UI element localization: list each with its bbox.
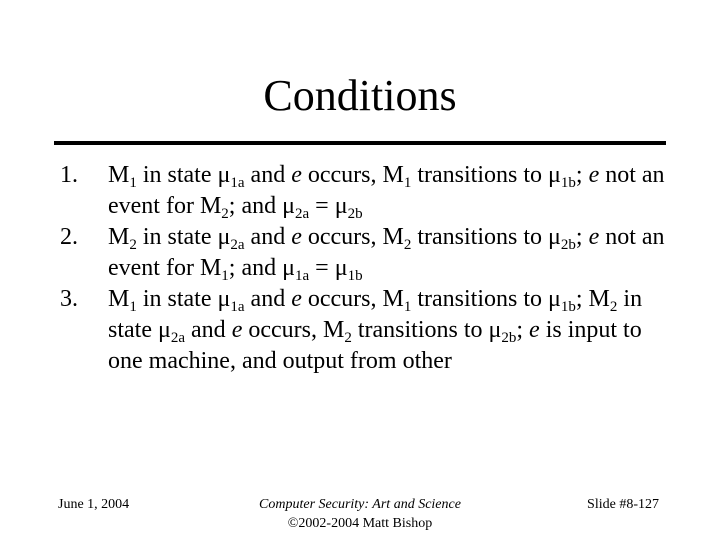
text-fragment: and <box>244 224 292 250</box>
text-fragment: ; <box>516 317 530 343</box>
text-fragment: transitions to <box>411 224 549 250</box>
subscript: 1 <box>403 175 412 191</box>
mu-symbol: μ <box>157 317 171 343</box>
condition-text <box>108 286 642 374</box>
subscript: 2 <box>129 237 137 253</box>
subscript: 1a <box>230 299 245 315</box>
subscript: 2 <box>403 237 412 253</box>
mu-symbol: μ <box>548 224 561 250</box>
footer-copyright: ©2002-2004 Matt Bishop <box>287 516 433 531</box>
subscript: 1 <box>403 299 412 315</box>
text-fragment: occurs, M <box>301 224 404 250</box>
event-variable: e <box>588 224 600 250</box>
mu-symbol: μ <box>548 286 561 312</box>
condition-number: 2. <box>60 224 78 250</box>
condition-item-2 <box>60 222 680 284</box>
text-fragment: M <box>108 286 130 312</box>
subscript: 2 <box>221 206 229 222</box>
subscript: 2b <box>560 237 576 253</box>
text-fragment: and <box>244 162 292 188</box>
event-variable: e <box>529 317 540 343</box>
text-fragment: ; <box>575 224 589 250</box>
event-variable: e <box>291 162 302 188</box>
title-divider <box>54 141 666 145</box>
text-fragment: not an event for M <box>108 162 665 219</box>
text-fragment: occurs, M <box>301 286 404 312</box>
text-fragment: M <box>108 162 130 188</box>
subscript: 1 <box>221 268 229 284</box>
event-variable: e <box>231 317 243 343</box>
text-fragment: transitions to <box>411 286 549 312</box>
condition-number: 1. <box>60 162 78 188</box>
text-fragment: = <box>309 255 335 281</box>
mu-symbol: μ <box>334 193 348 219</box>
text-fragment: in state <box>108 286 643 343</box>
text-fragment: M <box>108 224 130 250</box>
text-fragment: ; and <box>228 193 283 219</box>
subscript: 1a <box>230 175 245 191</box>
subscript: 1b <box>347 268 363 284</box>
text-fragment: and <box>185 317 232 343</box>
text-fragment: transitions to <box>351 317 489 343</box>
subscript: 2b <box>501 330 517 346</box>
text-fragment: not an event for M <box>108 224 665 281</box>
text-fragment: is input to one machine, and output from other <box>108 317 642 374</box>
slide-title: Conditions <box>263 71 457 120</box>
subscript: 1b <box>560 175 576 191</box>
condition-number: 3. <box>60 286 78 312</box>
condition-item-1 <box>60 160 680 222</box>
conditions-list <box>60 160 680 377</box>
text-fragment: ; and <box>228 255 283 281</box>
condition-text <box>108 224 665 284</box>
mu-symbol: μ <box>217 286 231 312</box>
mu-symbol: μ <box>282 193 295 219</box>
event-variable: e <box>291 286 302 312</box>
subscript: 2a <box>230 237 245 253</box>
mu-symbol: μ <box>334 255 348 281</box>
text-fragment: in state <box>136 224 218 250</box>
footer-slide-number: Slide #8-127 <box>587 497 659 512</box>
condition-text <box>108 162 665 222</box>
text-fragment: occurs, M <box>301 162 404 188</box>
event-variable: e <box>291 224 302 250</box>
condition-item-3 <box>60 284 680 377</box>
subscript: 2 <box>344 330 352 346</box>
subscript: 2a <box>295 206 310 222</box>
mu-symbol: μ <box>217 224 231 250</box>
text-fragment: ; <box>575 162 589 188</box>
text-fragment: ; M <box>575 286 610 312</box>
footer-date: June 1, 2004 <box>58 497 130 512</box>
mu-symbol: μ <box>548 162 561 188</box>
mu-symbol: μ <box>488 317 502 343</box>
subscript: 2 <box>609 299 618 315</box>
subscript: 2a <box>170 330 186 346</box>
mu-symbol: μ <box>217 162 231 188</box>
text-fragment: transitions to <box>411 162 549 188</box>
subscript: 1 <box>129 175 137 191</box>
text-fragment: in state <box>136 162 218 188</box>
text-fragment: occurs, M <box>242 317 345 343</box>
subscript: 1b <box>560 299 576 315</box>
subscript: 1a <box>295 268 310 284</box>
text-fragment: = <box>309 193 335 219</box>
event-variable: e <box>588 162 600 188</box>
subscript: 1 <box>129 299 137 315</box>
footer-book-title: Computer Security: Art and Science <box>259 497 461 512</box>
mu-symbol: μ <box>282 255 295 281</box>
subscript: 2b <box>347 206 363 222</box>
footer-source <box>200 495 520 533</box>
text-fragment: in state <box>136 286 218 312</box>
text-fragment: and <box>244 286 292 312</box>
